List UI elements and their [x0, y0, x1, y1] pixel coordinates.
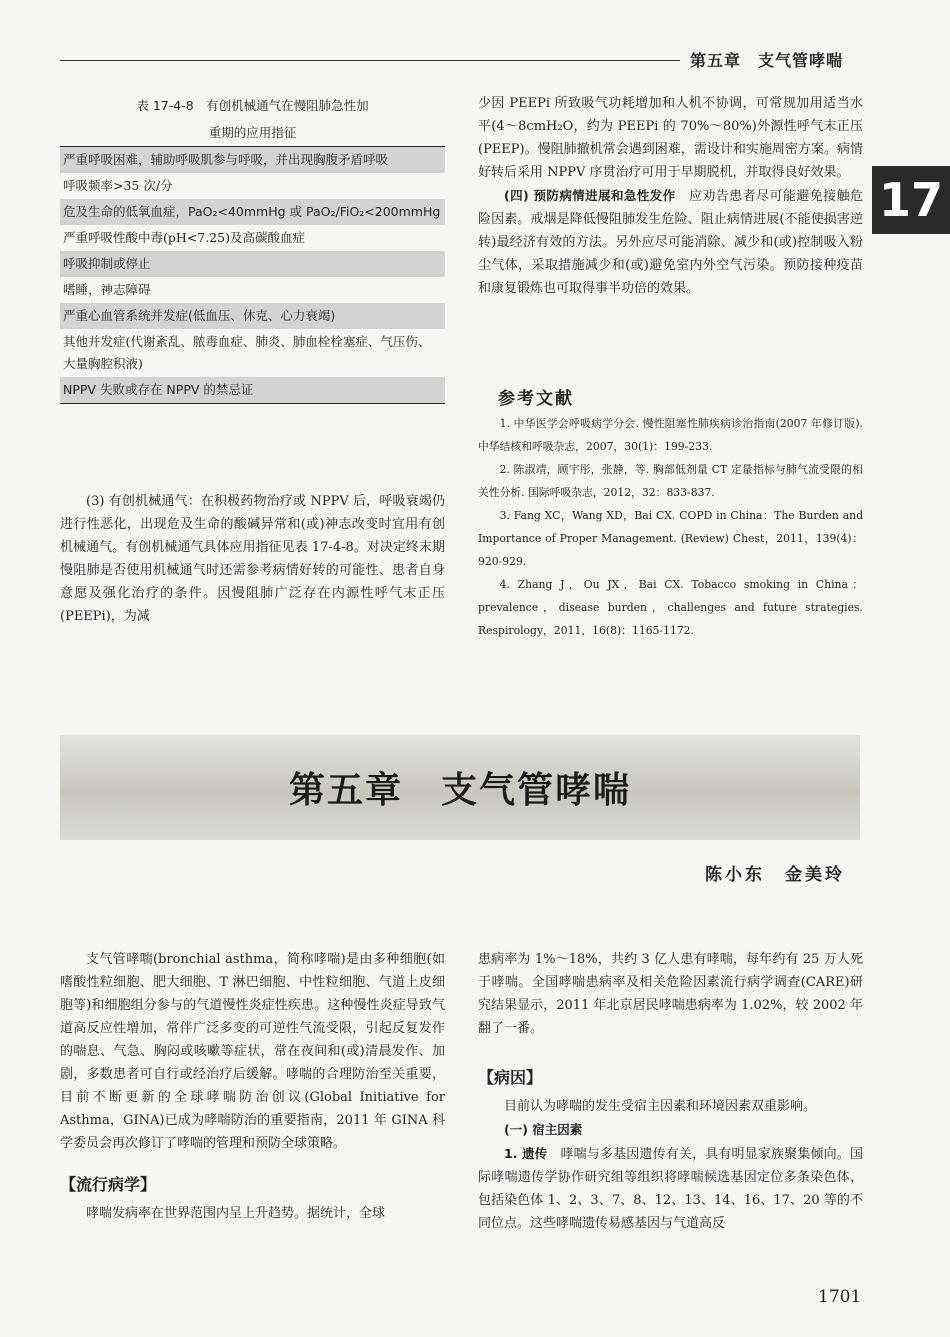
peep-paragraph: 少因 PEEPi 所致吸气功耗增加和人机不协调，可常规加用适当水平(4～8cmH₂O，约为 PEEPi 的 70%～80%)外源性呼气末正压(PEEP)。慢阻肺撤机常会遇到困难，需设计和实施周密方案。病情好转后采用 NPPV 序贯治疗可用于早期脱机，并取得良好效果。	[478, 96, 863, 180]
table-row: NPPV 失败或存在 NPPV 的禁忌证	[60, 377, 445, 403]
references-heading: 参考文献	[498, 389, 574, 409]
left-column-text	[60, 490, 445, 628]
table-row: 严重呼吸性酸中毒(pH<7.25)及高碳酸血症	[63, 230, 305, 245]
references-list	[478, 412, 863, 642]
chapter-authors: 陈小东 金美玲	[705, 865, 845, 885]
table-row: 危及生命的低氧血症，PaO₂<40mmHg 或 PaO₂/FiO₂<200mmHg	[60, 199, 445, 225]
intro-paragraph: 支气管哮喘(bronchial asthma，简称哮喘)是由多种细胞(如嗜酸性粒细胞、肥大细胞、T 淋巴细胞、中性粒细胞、气道上皮细胞等)和细胞组分参与的气道慢性炎症性疾患。这种慢性炎症导致气道高反应性增加，常伴广泛多变的可逆性气流受限，引起反复发作的喘息、气急、胸闷或咳嗽等症状，常在夜间和(或)清晨发作、加剧，多数患者可自行或经治疗后缓解。哮喘的合理防治至关重要，目前不断更新的全球哮喘防治创议(Global Initiative for Asthma，GINA)已成为哮喘防治的重要指南，2011 年 GINA 科学委员会再次修订了哮喘的管理和预防全球策略。	[60, 952, 445, 1151]
table-row: 严重心血管系统并发症(低血压、休克、心力衰竭)	[60, 303, 445, 329]
host-factors-heading: (一) 宿主因素	[504, 1122, 583, 1137]
table-caption-line1: 表 17-4-8 有创机械通气在慢阻肺急性加	[136, 98, 369, 113]
epidemiology-heading: 【流行病学】	[60, 1175, 157, 1194]
reference-item: 1. 中华医学会呼吸病学分会. 慢性阻塞性肺疾病诊治指南(2007 年修订版). 中华结核和呼吸杂志，2007，30(1)：199-233.	[478, 417, 863, 453]
prevention-paragraph	[478, 184, 863, 300]
reference-item: 3. Fang XC，Wang XD，Bai CX. COPD in China：The Burden and Importance of Proper Management. (Review) Chest，2011，139(4)：920-929.	[478, 509, 863, 568]
indication-table	[60, 146, 445, 404]
lower-right-column	[478, 948, 863, 1235]
chapter-title: 第五章 支气管哮喘	[288, 769, 631, 811]
epidemiology-paragraph-continued: 患病率为 1%～18%，共约 3 亿人患有哮喘，每年约有 25 万人死于哮喘。全国哮喘患病率及相关危险因素流行病学调查(CARE)研究结果显示，2011 年北京居民哮喘患病率为 1.02%，较 2002 年翻了一番。	[478, 952, 863, 1036]
mechanical-ventilation-paragraph: (3) 有创机械通气：在积极药物治疗或 NPPV 后，呼吸衰竭仍进行性恶化，出现危及生命的酸碱异常和(或)神志改变时宜用有创机械通气。有创机械通气具体应用指征见表 17-4-8。对决定终末期慢阻肺是否使用机械通气时还需参考病情好转的可能性、患者自身意愿及强化治疗的条件。因慢阻肺广泛存在内源性呼气末正压(PEEPi)，为减	[60, 494, 445, 624]
prevention-body: 应劝告患者尽可能避免接触危险因素。戒烟是降低慢阻肺发生危险、阻止病情进展(不能使损害逆转)最经济有效的方法。另外应尽可能消除、减少和(或)控制吸入粉尘气体，采取措施减少和(或)避免室内外空气污染。预防接种疫苗和康复锻炼也可取得事半功倍的效果。	[478, 189, 863, 296]
table-row: 嗜睡，神志障碍	[63, 282, 151, 297]
table-row: 呼吸抑制或停止	[60, 251, 445, 277]
reference-item: 2. 陈淑靖，顾宇彤，张静，等. 胸部低剂量 CT 定量指标与肺气流受限的相关性分析. 国际呼吸杂志，2012，32：833-837.	[478, 463, 863, 499]
genetics-body: 哮喘与多基因遗传有关，具有明显家族聚集倾向。国际哮喘遗传学协作研究组等组织将哮喘候选基因定位多条染色体，包括染色体 1、2、3、7、8、12、13、14、16、17、20 等的不同位点。这些哮喘遗传易感基因与气道高反	[478, 1147, 863, 1231]
table-row: 严重呼吸困难，辅助呼吸肌参与呼吸，并出现胸腹矛盾呼吸	[60, 147, 445, 173]
table-row: 其他并发症(代谢紊乱、脓毒血症、肺炎、肺血栓栓塞症、气压伤、大量胸腔积液)	[63, 334, 431, 371]
prevention-heading: (四) 预防病情进展和急性发作	[504, 188, 676, 203]
table-row: 呼吸频率>35 次/分	[63, 178, 173, 193]
table-caption	[60, 92, 445, 146]
epidemiology-paragraph-start: 哮喘发病率在世界范围内呈上升趋势。据统计，全球	[86, 1206, 386, 1221]
etiology-heading: 【病因】	[478, 1068, 543, 1087]
genetics-heading: 1. 遗传	[504, 1146, 548, 1161]
running-header-title: 第五章 支气管哮喘	[690, 51, 844, 70]
genetics-paragraph	[478, 1142, 863, 1235]
reference-item: 4. Zhang J，Ou JX，Bai CX. Tobacco smoking in China：prevalence，disease burden，challenges and future strategies. Respirology，2011，16(8)：1165-1172.	[478, 578, 863, 637]
lower-left-column	[60, 948, 445, 1225]
right-column-text	[478, 92, 863, 300]
table-caption-line2: 重期的应用指征	[208, 125, 297, 140]
chapter-tab: 17	[872, 166, 950, 234]
page-number: 1701	[818, 1287, 862, 1307]
header-rule	[60, 60, 680, 61]
etiology-paragraph: 目前认为哮喘的发生受宿主因素和环境因素双重影响。	[504, 1099, 817, 1114]
